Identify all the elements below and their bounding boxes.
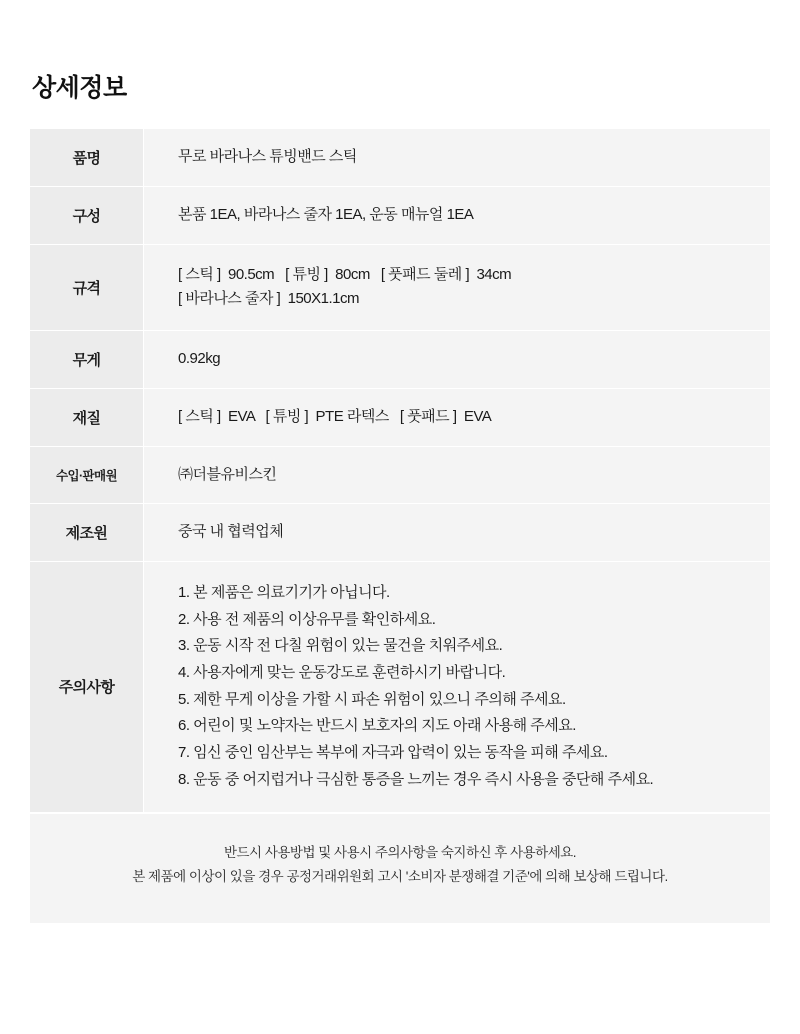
row-label-composition: 구성 — [30, 186, 144, 244]
row-value-weight — [144, 331, 771, 389]
footer-note-line-2: 본 제품에 이상이 있을 경우 공정거래위원회 고시 '소비자 분쟁해결 기준'에 의해 보상해 드립니다. — [132, 869, 668, 885]
row-value-composition — [144, 186, 771, 244]
value-line: [ 스틱 ] 90.5cm [ 튜빙 ] 80cm [ 풋패드 둘레 ] 34cm — [178, 265, 512, 283]
footer-note — [30, 813, 770, 924]
row-value-cautions — [144, 562, 771, 813]
row-value-manufacturer — [144, 504, 771, 562]
list-item: 2. 사용 전 제품의 이상유무를 확인하세요. — [178, 610, 436, 628]
row-value-material — [144, 388, 771, 446]
table-row — [30, 129, 770, 186]
table-row — [30, 562, 770, 813]
specification-table — [30, 129, 770, 813]
list-item: 8. 운동 중 어지럽거나 극심한 통증을 느끼는 경우 즉시 사용을 중단해 주세요. — [178, 770, 654, 788]
value-line: [ 바라나스 줄자 ] 150X1.1cm — [178, 290, 359, 308]
value-line: 무로 바라나스 튜빙밴드 스틱 — [178, 148, 357, 165]
list-item: 6. 어린이 및 노약자는 반드시 보호자의 지도 아래 사용해 주세요. — [178, 717, 576, 735]
row-label-importer-seller: 수입·판매원 — [30, 446, 144, 504]
list-item: 4. 사용자에게 맞는 운동강도로 훈련하시기 바랍니다. — [178, 664, 506, 682]
table-row — [30, 244, 770, 331]
table-row — [30, 504, 770, 562]
table-row — [30, 331, 770, 389]
row-label-cautions: 주의사항 — [30, 562, 144, 813]
value-line: 본품 1EA, 바라나스 줄자 1EA, 운동 매뉴얼 1EA — [178, 205, 474, 223]
list-item: 5. 제한 무게 이상을 가할 시 파손 위험이 있으니 주의해 주세요. — [178, 690, 566, 708]
table-row — [30, 446, 770, 504]
value-line: 중국 내 협력업체 — [178, 523, 284, 541]
caution-list — [178, 580, 770, 794]
row-value-product-name — [144, 129, 771, 186]
row-label-product-name: 품명 — [30, 129, 144, 186]
value-line: ㈜더블유비스킨 — [178, 465, 277, 483]
row-label-dimensions: 규격 — [30, 244, 144, 331]
list-item: 1. 본 제품은 의료기기가 아닙니다. — [178, 584, 390, 601]
list-item: 7. 임신 중인 임산부는 복부에 자극과 압력이 있는 동작을 피해 주세요. — [178, 744, 608, 762]
page-title: 상세정보 — [32, 74, 127, 102]
table-row — [30, 388, 770, 446]
specification-table-body — [30, 129, 770, 812]
row-label-manufacturer: 제조원 — [30, 504, 144, 562]
value-line: [ 스틱 ] EVA [ 튜빙 ] PTE 라텍스 [ 풋패드 ] EVA — [178, 407, 492, 425]
row-value-importer-seller — [144, 446, 771, 504]
row-label-material: 재질 — [30, 388, 144, 446]
value-line: 0.92kg — [178, 350, 221, 367]
footer-note-line-1: 반드시 사용방법 및 사용시 주의사항을 숙지하신 후 사용하세요. — [223, 844, 577, 860]
list-item: 3. 운동 시작 전 다칠 위험이 있는 물건을 치워주세요. — [178, 637, 503, 655]
row-label-weight: 무게 — [30, 331, 144, 389]
row-value-dimensions — [144, 244, 771, 331]
table-row — [30, 186, 770, 244]
